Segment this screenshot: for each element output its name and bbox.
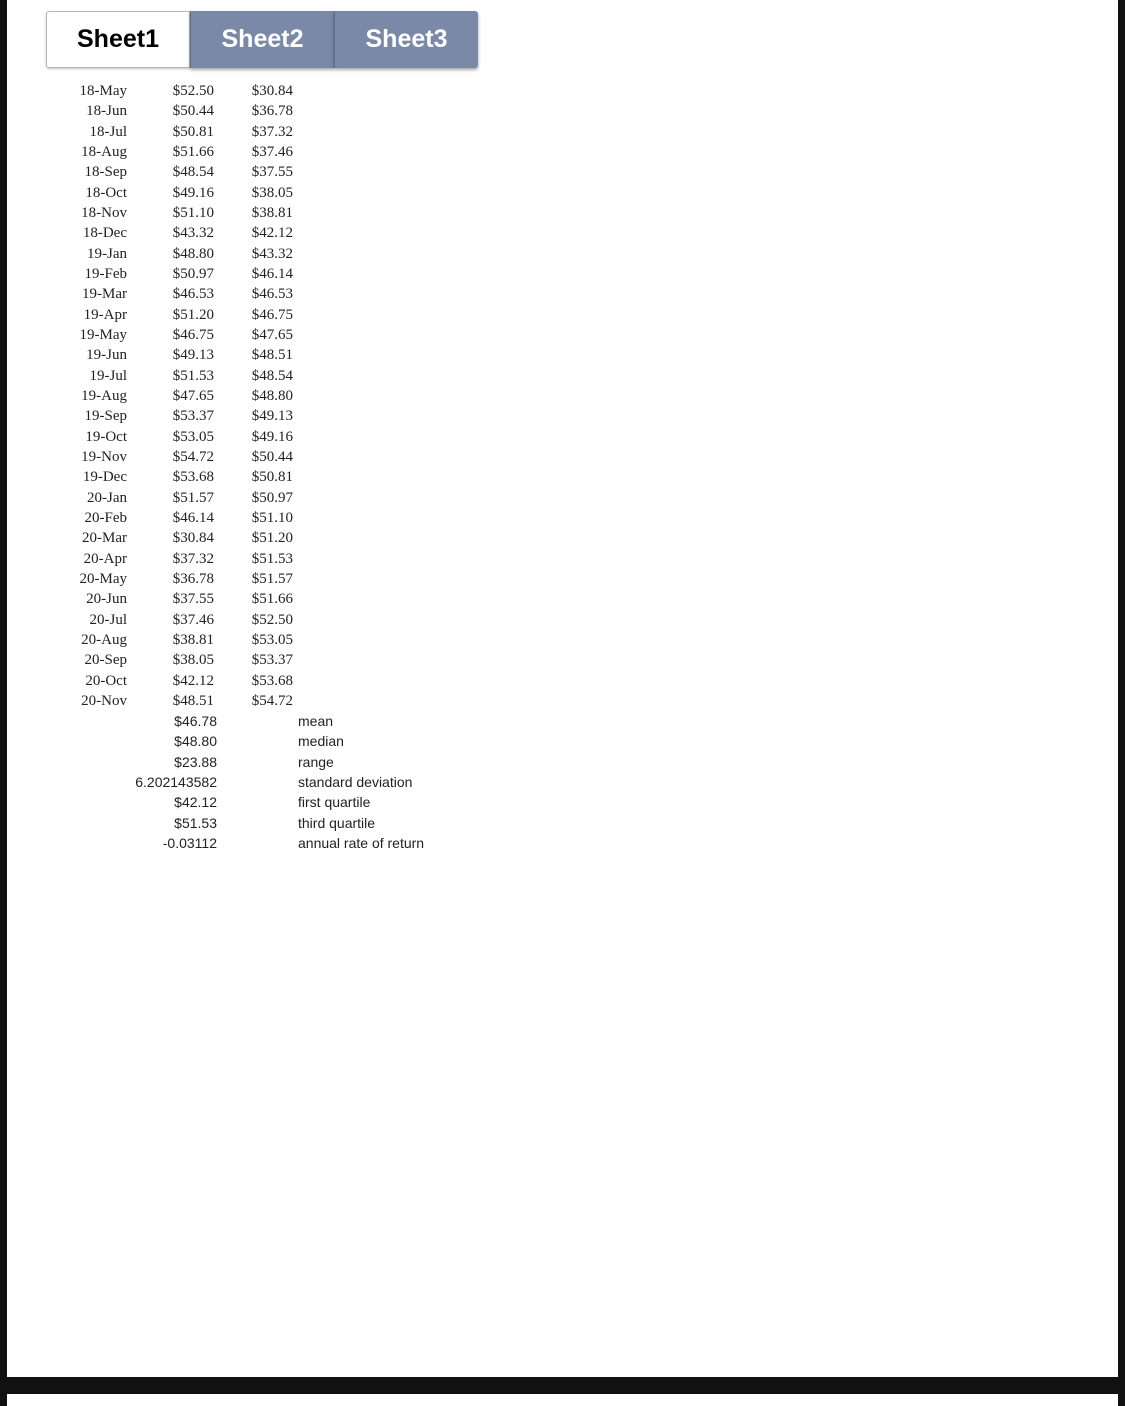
price-cell[interactable]: $49.13 [172, 347, 214, 364]
sorted-price-cell[interactable]: $53.68 [251, 672, 293, 689]
sorted-price-cell[interactable]: $54.72 [251, 692, 293, 709]
price-cell[interactable]: $46.53 [172, 286, 214, 303]
price-cell[interactable]: $51.57 [172, 489, 214, 506]
price-cell[interactable]: $49.16 [172, 184, 214, 201]
table-row [7, 142, 327, 162]
price-cell[interactable]: $42.12 [172, 672, 214, 689]
stat-label-cell[interactable]: range [298, 753, 334, 770]
sorted-price-cell[interactable]: $51.53 [251, 550, 293, 567]
table-row [7, 488, 327, 508]
date-cell[interactable]: 20-Nov [81, 692, 127, 709]
stat-label-cell[interactable]: mean [298, 713, 334, 729]
stat-row [7, 813, 507, 833]
sorted-price-cell[interactable]: $48.80 [251, 387, 293, 404]
price-cell[interactable]: $43.32 [172, 225, 214, 242]
date-cell[interactable]: 19-Oct [85, 428, 127, 445]
table-row [7, 244, 327, 264]
date-cell[interactable]: 20-Oct [85, 672, 127, 689]
table-row [7, 630, 327, 650]
sorted-price-cell[interactable]: $38.05 [251, 184, 293, 201]
price-cell[interactable]: $50.81 [172, 123, 214, 140]
sorted-price-cell[interactable]: $53.37 [251, 652, 293, 669]
next-page-edge [7, 1394, 1118, 1406]
price-cell[interactable]: $47.65 [172, 387, 214, 404]
date-cell[interactable]: 19-Jan [87, 245, 127, 262]
price-cell[interactable]: $51.10 [172, 204, 214, 221]
price-cell[interactable]: $37.32 [172, 550, 214, 567]
sorted-price-cell[interactable]: $51.10 [251, 509, 293, 526]
table-row [7, 183, 327, 203]
sorted-price-cell[interactable]: $52.50 [251, 611, 293, 628]
date-cell[interactable]: 18-Jul [89, 123, 127, 140]
sorted-price-cell[interactable]: $37.46 [251, 143, 293, 160]
stat-label-cell[interactable]: annual rate of return [298, 834, 425, 851]
table-row [7, 101, 327, 121]
price-data-table [7, 81, 327, 711]
price-cell[interactable]: $52.50 [172, 83, 214, 99]
stat-row [7, 772, 507, 792]
sorted-price-cell[interactable]: $46.14 [251, 265, 293, 282]
stat-value-cell[interactable]: 6.202143582 [135, 773, 217, 790]
sorted-price-cell[interactable]: $37.32 [251, 123, 293, 140]
table-row [7, 264, 327, 284]
date-cell[interactable]: 20-Jul [89, 611, 127, 628]
price-cell[interactable]: $37.46 [172, 611, 214, 628]
table-row [7, 589, 327, 609]
stat-value-cell[interactable]: $51.53 [174, 814, 217, 831]
date-cell[interactable]: 18-Nov [81, 204, 127, 221]
date-cell[interactable]: 18-May [79, 83, 127, 99]
stat-value-cell[interactable]: -0.03112 [162, 834, 217, 851]
sorted-price-cell[interactable]: $51.66 [251, 591, 293, 608]
date-cell[interactable]: 19-Aug [81, 387, 127, 404]
stat-value-cell[interactable]: $48.80 [174, 733, 217, 750]
date-cell[interactable]: 20-Jun [86, 591, 127, 608]
table-row [7, 691, 327, 711]
price-cell[interactable]: $46.14 [172, 509, 214, 526]
stat-row [7, 752, 507, 772]
stat-row [7, 792, 507, 812]
date-cell[interactable]: 20-Feb [84, 509, 127, 526]
table-row [7, 223, 327, 243]
table-row [7, 386, 327, 406]
tab-sheet1[interactable]: Sheet1 [46, 11, 190, 68]
stat-row [7, 731, 507, 751]
date-cell[interactable]: 20-Aug [81, 631, 127, 648]
table-row [7, 305, 327, 325]
sorted-price-cell[interactable]: $38.81 [251, 204, 293, 221]
sorted-price-cell[interactable]: $49.16 [251, 428, 293, 445]
table-row [7, 549, 327, 569]
stat-label-cell[interactable]: first quartile [298, 794, 371, 811]
stat-label-cell[interactable]: median [298, 733, 344, 750]
date-cell[interactable]: 18-Dec [82, 225, 127, 242]
price-cell[interactable]: $53.05 [172, 428, 214, 445]
sorted-price-cell[interactable]: $46.53 [251, 286, 293, 303]
stat-row [7, 833, 507, 853]
date-cell[interactable]: 18-Jun [86, 103, 127, 120]
stat-value-cell[interactable]: $42.12 [174, 794, 217, 811]
date-cell[interactable]: 18-Sep [84, 164, 127, 181]
stat-value-cell[interactable]: $46.78 [174, 713, 217, 729]
sorted-price-cell[interactable]: $47.65 [251, 326, 293, 343]
date-cell[interactable]: 19-Feb [84, 265, 127, 282]
date-cell[interactable]: 19-Jul [89, 367, 127, 384]
table-row [7, 81, 327, 101]
table-row [7, 427, 327, 447]
price-cell[interactable]: $36.78 [172, 570, 214, 587]
price-cell[interactable]: $53.68 [172, 469, 214, 486]
price-cell[interactable]: $48.51 [172, 692, 214, 709]
table-row [7, 284, 327, 304]
date-cell[interactable]: 20-Mar [82, 530, 127, 547]
table-row [7, 610, 327, 630]
date-cell[interactable]: 18-Oct [85, 184, 127, 201]
date-cell[interactable]: 19-Apr [83, 306, 127, 323]
price-cell[interactable]: $48.80 [172, 245, 214, 262]
date-cell[interactable]: 19-Sep [84, 408, 127, 425]
price-cell[interactable]: $51.20 [172, 306, 214, 323]
tab-sheet2[interactable]: Sheet2 [190, 11, 334, 68]
sorted-price-cell[interactable]: $50.81 [251, 469, 293, 486]
stat-label-cell[interactable]: standard deviation [298, 773, 413, 790]
table-row [7, 671, 327, 691]
stat-row [7, 711, 507, 731]
spreadsheet-page [7, 0, 1118, 1377]
sorted-price-cell[interactable]: $37.55 [251, 164, 293, 181]
sorted-price-cell[interactable]: $48.54 [251, 367, 293, 384]
sorted-price-cell[interactable]: $49.13 [251, 408, 293, 425]
table-row [7, 508, 327, 528]
stat-value-cell[interactable]: $23.88 [174, 753, 217, 770]
table-row [7, 528, 327, 548]
price-cell[interactable]: $37.55 [172, 591, 214, 608]
price-cell[interactable]: $51.66 [172, 143, 214, 160]
table-row [7, 122, 327, 142]
sorted-price-cell[interactable]: $46.75 [251, 306, 293, 323]
date-cell[interactable]: 19-May [79, 326, 127, 343]
price-cell[interactable]: $30.84 [172, 530, 214, 547]
table-row [7, 406, 327, 426]
summary-statistics [7, 711, 507, 853]
table-row [7, 366, 327, 386]
tab-sheet3[interactable]: Sheet3 [334, 11, 478, 68]
price-cell[interactable]: $50.97 [172, 265, 214, 282]
price-cell[interactable]: $54.72 [172, 448, 214, 465]
sorted-price-cell[interactable]: $51.20 [251, 530, 293, 547]
sorted-price-cell[interactable]: $42.12 [251, 225, 293, 242]
table-row [7, 203, 327, 223]
sorted-price-cell[interactable]: $48.51 [251, 347, 293, 364]
sorted-price-cell[interactable]: $50.44 [251, 448, 293, 465]
date-cell[interactable]: 20-Jan [87, 489, 127, 506]
table-row [7, 569, 327, 589]
date-cell[interactable]: 19-Dec [82, 469, 127, 486]
price-cell[interactable]: $46.75 [172, 326, 214, 343]
table-row [7, 162, 327, 182]
date-cell[interactable]: 20-Sep [84, 652, 127, 669]
stat-label-cell[interactable]: third quartile [298, 814, 376, 831]
date-cell[interactable]: 19-Jun [86, 347, 127, 364]
price-cell[interactable]: $50.44 [172, 103, 214, 120]
date-cell[interactable]: 18-Aug [81, 143, 127, 160]
price-cell[interactable]: $51.53 [172, 367, 214, 384]
sorted-price-cell[interactable]: $50.97 [251, 489, 293, 506]
price-cell[interactable]: $48.54 [172, 164, 214, 181]
sorted-price-cell[interactable]: $53.05 [251, 631, 293, 648]
sorted-price-cell[interactable]: $51.57 [251, 570, 293, 587]
price-cell[interactable]: $38.81 [172, 631, 214, 648]
table-row [7, 650, 327, 670]
sorted-price-cell[interactable]: $43.32 [251, 245, 293, 262]
table-row [7, 447, 327, 467]
sorted-price-cell[interactable]: $36.78 [251, 103, 293, 120]
price-cell[interactable]: $53.37 [172, 408, 214, 425]
table-row [7, 345, 327, 365]
table-row [7, 325, 327, 345]
price-cell[interactable]: $38.05 [172, 652, 214, 669]
table-row [7, 467, 327, 487]
date-cell[interactable]: 20-Apr [83, 550, 127, 567]
sheet-tab-bar [46, 11, 478, 69]
date-cell[interactable]: 19-Mar [82, 286, 127, 303]
sorted-price-cell[interactable]: $30.84 [251, 83, 293, 99]
date-cell[interactable]: 19-Nov [81, 448, 127, 465]
date-cell[interactable]: 20-May [79, 570, 127, 587]
